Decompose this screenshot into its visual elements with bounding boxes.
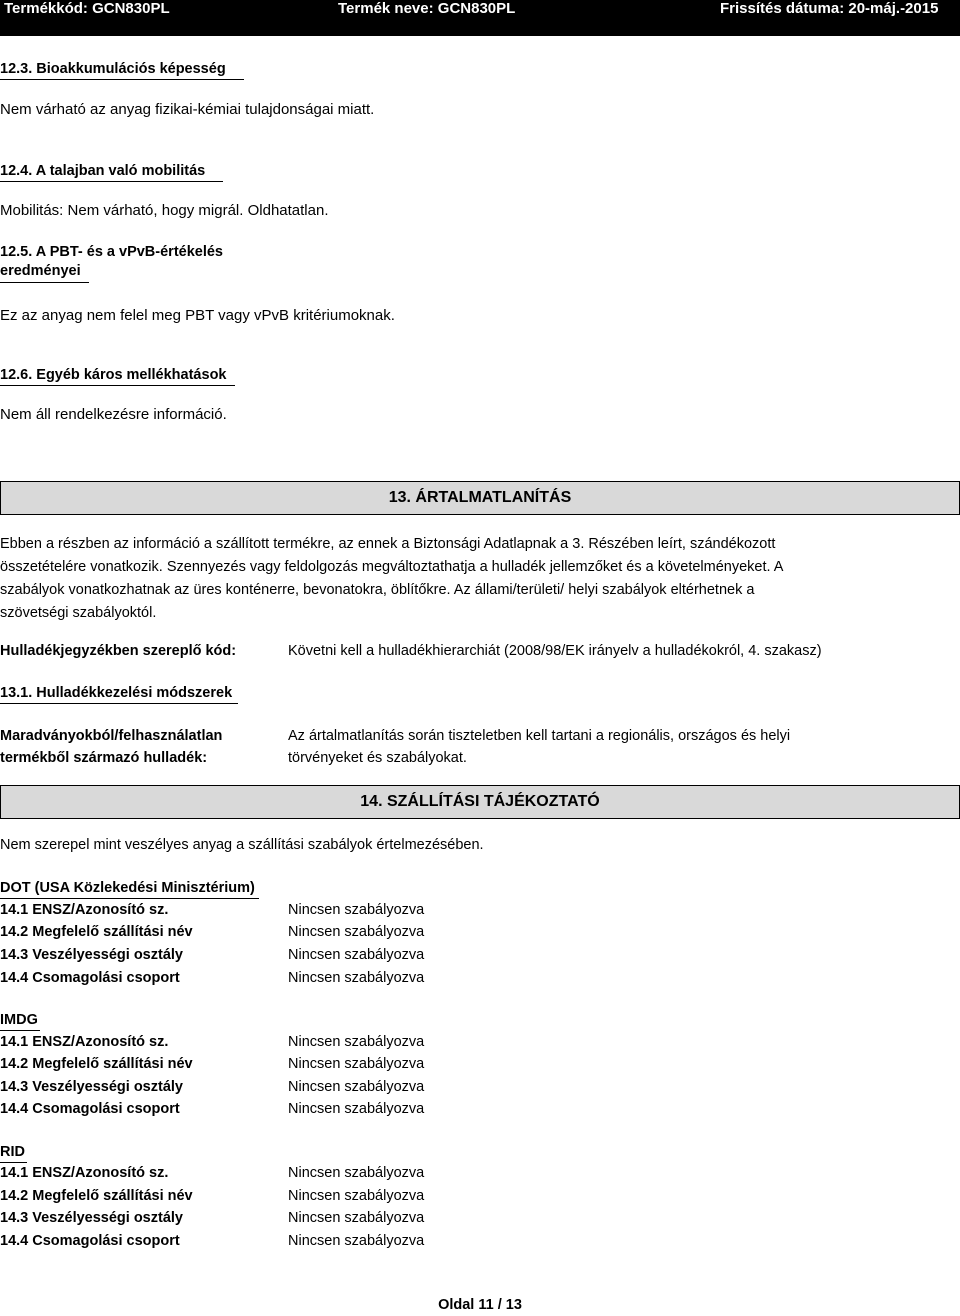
transport-row-value: Nincsen szabályozva [288,1056,425,1072]
section-12-5-title-line2: eredményei [0,263,81,279]
transport-row-value: Nincsen szabályozva [288,1210,425,1226]
section-13-intro-line2: összetételére vonatkozik. Szennyezés vagy feldolgozás megváltoztathatja a hulladék jellemzőket és a követelményeket. A [0,559,784,575]
section-12-3-title: 12.3. Bioakkumulációs képesség [0,61,244,80]
transport-row-value: Nincsen szabályozva [288,1034,425,1050]
residue-value-line1: Az ártalmatlanítás során tiszteletben kell tartani a regionális, országos és helyi [288,728,791,744]
mobility-value: Nem várható, hogy migrál. Oldhatatlan. [67,202,329,219]
section-12-5-text: Ez az anyag nem felel meg PBT vagy vPvB kritériumoknak. [0,307,395,324]
section-12-3-text: Nem várható az anyag fizikai-kémiai tulajdonságai miatt. [0,101,375,118]
transport-row-label: 14.3 Veszélyességi osztály [0,947,183,963]
transport-group-title: IMDG [0,1012,40,1031]
section-13-1-title: 13.1. Hulladékkezelési módszerek [0,685,238,704]
section-12-5-title-line1: 12.5. A PBT- és a vPvB-értékelés [0,244,223,260]
section-12-3 [0,60,244,80]
transport-row-value: Nincsen szabályozva [288,1233,425,1249]
transport-row-label: 14.1 ENSZ/Azonosító sz. [0,902,169,918]
transport-row-value: Nincsen szabályozva [288,947,425,963]
section-12-5-title [0,244,300,283]
transport-row-value: Nincsen szabályozva [288,1188,425,1204]
mobility-label: Mobilitás: [0,202,64,219]
header-product-code: Termékkód: GCN830PL [4,0,170,17]
transport-row-value: Nincsen szabályozva [288,924,425,940]
transport-row-value: Nincsen szabályozva [288,1165,425,1181]
residue-label-line1: Maradványokból/felhasználatlan [0,728,223,744]
residue-value-line2: törvényeket és szabályokat. [288,750,467,766]
transport-row-label: 14.2 Megfelelő szállítási név [0,924,193,940]
section-12-4 [0,162,223,182]
section-13-banner: 13. ÁRTALMATLANÍTÁS [0,481,960,515]
section-13-1 [0,684,238,704]
section-12-6-text: Nem áll rendelkezésre információ. [0,406,227,423]
transport-group-rid [0,1143,27,1163]
waste-code-label: Hulladékjegyzékben szereplő kód: [0,643,237,659]
transport-row-label: 14.4 Csomagolási csoport [0,1233,180,1249]
section-12-6 [0,366,235,386]
section-13-intro-line3: szabályok vonatkozhatnak az üres konténerre, bevonatokra, öblítőkre. Az állami/területi/ helyi szabályok eltérhetnek a [0,582,755,598]
mobility-line [0,202,329,219]
transport-row-label: 14.4 Csomagolási csoport [0,1101,180,1117]
transport-row-label: 14.1 ENSZ/Azonosító sz. [0,1034,169,1050]
transport-group-imdg [0,1011,40,1031]
transport-row-value: Nincsen szabályozva [288,1101,425,1117]
residue-label-line2: termékből származó hulladék: [0,750,208,766]
transport-row-label: 14.4 Csomagolási csoport [0,970,180,986]
residue-label [0,725,222,769]
transport-row-label: 14.1 ENSZ/Azonosító sz. [0,1165,169,1181]
transport-group-dot [0,879,259,899]
transport-row-value: Nincsen szabályozva [288,902,425,918]
transport-row-label: 14.2 Megfelelő szállítási név [0,1056,193,1072]
residue-value [288,725,790,769]
section-13-intro-line4: szövetségi szabályoktól. [0,605,157,621]
section-13-intro-line1: Ebben a részben az információ a szállított termékre, az ennek a Biztonsági Adatlapnak a 3. Részében leírt, szándékozott [0,536,776,552]
section-14-banner: 14. SZÁLLÍTÁSI TÁJÉKOZTATÓ [0,785,960,819]
header-product-name: Termék neve: GCN830PL [338,0,516,17]
section-14-intro: Nem szerepel mint veszélyes anyag a szállítási szabályok értelmezésében. [0,837,484,853]
page-number: Oldal 11 / 13 [438,1297,522,1313]
section-13-intro [0,533,960,625]
transport-group-title: RID [0,1144,27,1163]
transport-group-title: DOT (USA Közlekedési Minisztérium) [0,880,259,899]
section-12-6-title: 12.6. Egyéb káros mellékhatások [0,367,235,386]
transport-row-value: Nincsen szabályozva [288,970,425,986]
transport-row-label: 14.3 Veszélyességi osztály [0,1210,183,1226]
transport-row-label: 14.2 Megfelelő szállítási név [0,1188,193,1204]
section-12-4-title: 12.4. A talajban való mobilitás [0,163,223,182]
waste-code-value: Követni kell a hulladékhierarchiát (2008/98/EK irányelv a hulladékokról, 4. szakasz) [288,643,822,659]
page-header [0,0,960,36]
header-revision-date: Frissítés dátuma: 20-máj.-2015 [720,0,939,17]
transport-row-value: Nincsen szabályozva [288,1079,425,1095]
transport-row-label: 14.3 Veszélyességi osztály [0,1079,183,1095]
